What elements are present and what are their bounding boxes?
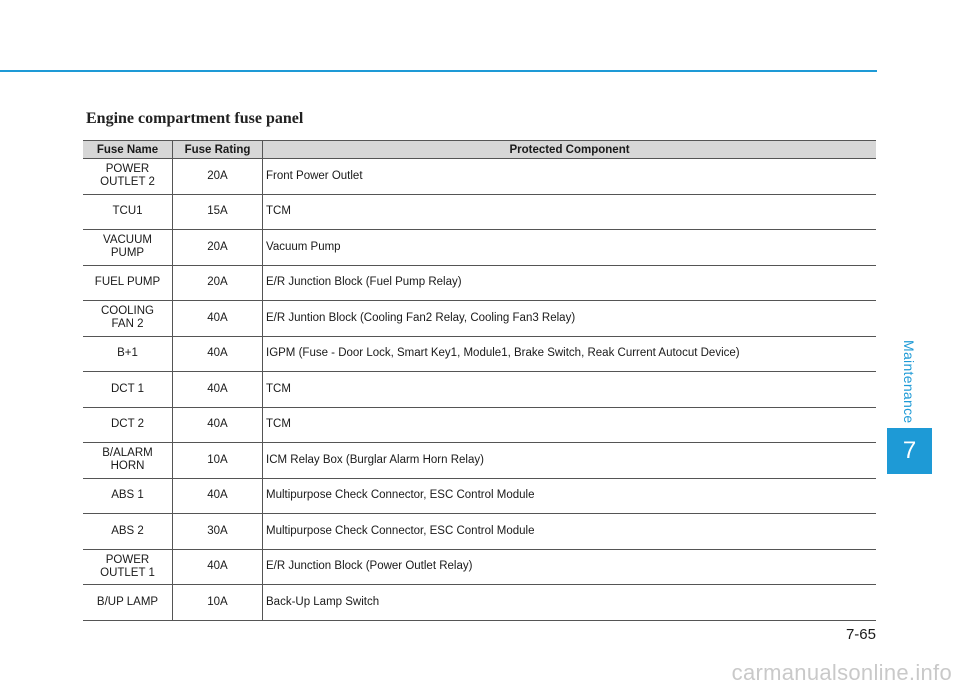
- fuse-rating-cell: 20A: [173, 159, 263, 195]
- table-row: [83, 549, 876, 585]
- protected-component-cell: Multipurpose Check Connector, ESC Control Module: [263, 514, 877, 550]
- table-row: [83, 265, 876, 301]
- table-header-row: [83, 141, 876, 159]
- table-row: [83, 585, 876, 621]
- fuse-name-cell: POWER OUTLET 2: [83, 159, 173, 195]
- fuse-rating-cell: 40A: [173, 478, 263, 514]
- fuse-rating-cell: 40A: [173, 301, 263, 337]
- table-row: [83, 407, 876, 443]
- table-row: [83, 336, 876, 372]
- fuse-rating-cell: 20A: [173, 230, 263, 266]
- fuse-rating-cell: 40A: [173, 336, 263, 372]
- fuse-name-cell: B/ALARM HORN: [83, 443, 173, 479]
- protected-component-cell: Vacuum Pump: [263, 230, 877, 266]
- protected-component-cell: E/R Juntion Block (Cooling Fan2 Relay, Cooling Fan3 Relay): [263, 301, 877, 337]
- protected-component-cell: TCM: [263, 407, 877, 443]
- table-row: [83, 194, 876, 230]
- fuse-rating-cell: 10A: [173, 585, 263, 621]
- fuse-name-cell: FUEL PUMP: [83, 265, 173, 301]
- chapter-side-label: Maintenance: [901, 340, 917, 424]
- chapter-tab: 7: [887, 428, 932, 474]
- fuse-name-cell: COOLING FAN 2: [83, 301, 173, 337]
- table-row: [83, 478, 876, 514]
- watermark: carmanualsonline.info: [731, 660, 952, 685]
- protected-component-cell: Multipurpose Check Connector, ESC Control Module: [263, 478, 877, 514]
- table-row: [83, 301, 876, 337]
- fuse-name-cell: DCT 2: [83, 407, 173, 443]
- fuse-rating-cell: 40A: [173, 549, 263, 585]
- page-number: 7-65: [845, 626, 876, 643]
- protected-component-cell: Back-Up Lamp Switch: [263, 585, 877, 621]
- protected-component-cell: TCM: [263, 194, 877, 230]
- table-row: [83, 514, 876, 550]
- fuse-name-cell: TCU1: [83, 194, 173, 230]
- fuse-name-cell: POWER OUTLET 1: [83, 549, 173, 585]
- fuse-rating-cell: 10A: [173, 443, 263, 479]
- header-protected-component: Protected Component: [263, 141, 877, 159]
- table-row: [83, 372, 876, 408]
- fuse-name-cell: DCT 1: [83, 372, 173, 408]
- protected-component-cell: IGPM (Fuse - Door Lock, Smart Key1, Module1, Brake Switch, Reak Current Autocut Device): [263, 336, 877, 372]
- fuse-rating-cell: 20A: [173, 265, 263, 301]
- table-row: [83, 159, 876, 195]
- table-row: [83, 230, 876, 266]
- page-title: Engine compartment fuse panel: [86, 110, 304, 127]
- fuse-name-cell: B/UP LAMP: [83, 585, 173, 621]
- fuse-name-cell: ABS 2: [83, 514, 173, 550]
- fuse-name-cell: VACUUM PUMP: [83, 230, 173, 266]
- header-fuse-rating: Fuse Rating: [173, 141, 263, 159]
- top-divider: [0, 70, 877, 72]
- protected-component-cell: E/R Junction Block (Power Outlet Relay): [263, 549, 877, 585]
- fuse-rating-cell: 40A: [173, 372, 263, 408]
- fuse-rating-cell: 30A: [173, 514, 263, 550]
- fuse-table: [83, 140, 876, 621]
- protected-component-cell: E/R Junction Block (Fuel Pump Relay): [263, 265, 877, 301]
- fuse-name-cell: ABS 1: [83, 478, 173, 514]
- header-fuse-name: Fuse Name: [83, 141, 173, 159]
- fuse-rating-cell: 15A: [173, 194, 263, 230]
- table-row: [83, 443, 876, 479]
- fuse-name-cell: B+1: [83, 336, 173, 372]
- fuse-rating-cell: 40A: [173, 407, 263, 443]
- protected-component-cell: Front Power Outlet: [263, 159, 877, 195]
- protected-component-cell: ICM Relay Box (Burglar Alarm Horn Relay): [263, 443, 877, 479]
- protected-component-cell: TCM: [263, 372, 877, 408]
